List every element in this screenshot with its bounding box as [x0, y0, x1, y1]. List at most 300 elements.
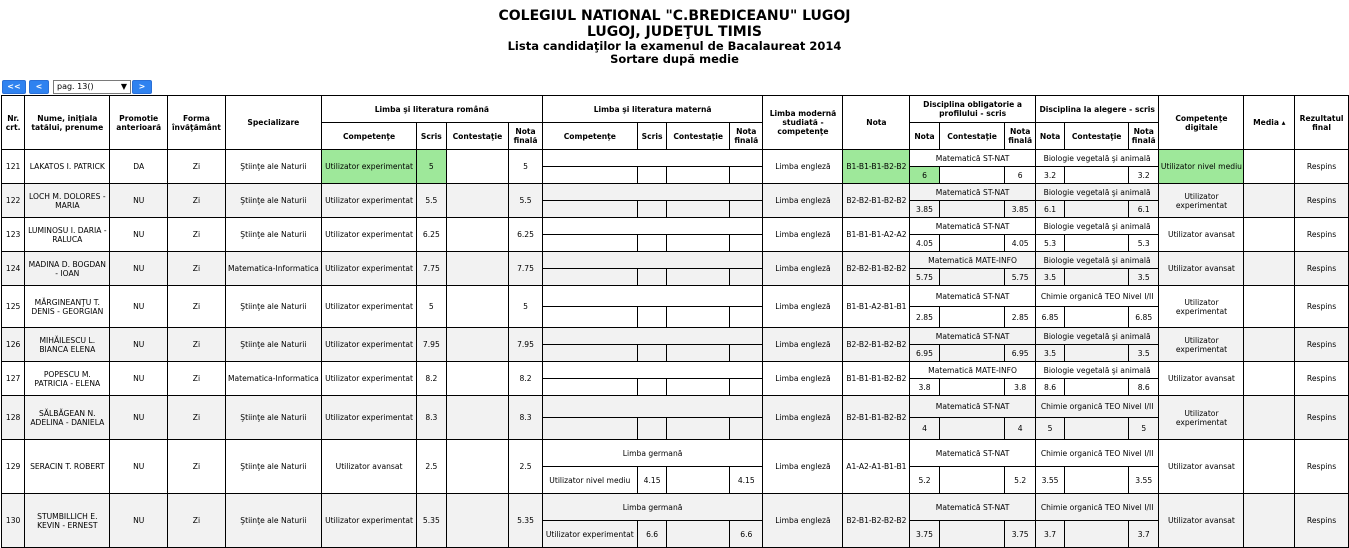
cell-name: MĂRGINEANŢU T. DENIS - GEORGIAN [25, 286, 110, 328]
cell-rom-scris: 7.75 [417, 252, 446, 286]
cell-ale-cont [1065, 467, 1129, 494]
cell-obl-nota: 6 [910, 167, 939, 184]
cell-rom-cont [446, 362, 509, 396]
cell-spec: Ştiinţe ale Naturii [225, 218, 321, 252]
cell-mat-scris: 6.6 [637, 521, 666, 548]
cell-forma: Zi [168, 328, 226, 362]
cell-ale-name: Biologie vegetală şi animală [1035, 218, 1159, 235]
cell-rom-cont [446, 252, 509, 286]
col-lmat-scris: Scris [637, 123, 666, 150]
lmat-header: Limba germană [542, 440, 763, 467]
cell-media [1244, 362, 1295, 396]
page-select[interactable] [53, 80, 131, 94]
cell-lmod: Limba engleză [763, 440, 843, 494]
cell-obl-fin: 3.8 [1005, 379, 1035, 396]
cell-obl-fin: 6 [1005, 167, 1035, 184]
cell-obl-name: Matematică ST-NAT [910, 150, 1036, 167]
cell-nota: B2-B2-B1-B2-B2 [843, 252, 910, 286]
cell-ale-fin: 8.6 [1129, 379, 1159, 396]
cell-name: SERACIN T. ROBERT [25, 440, 110, 494]
cell-forma: Zi [168, 184, 226, 218]
cell-obl-cont [939, 167, 1005, 184]
cell-rez: Respins [1295, 218, 1349, 252]
cell-nr: 126 [2, 328, 25, 362]
cell-ale-cont [1065, 307, 1129, 328]
cell-obl-name: Matematică ST-NAT [910, 218, 1036, 235]
col-specializare: Specializare [225, 96, 321, 150]
cell-obl-fin: 4.05 [1005, 235, 1035, 252]
cell-obl-nota: 5.2 [910, 467, 939, 494]
table-row [2, 440, 1349, 467]
cell-rom-comp: Utilizator experimentat [321, 218, 416, 252]
cell-mat-cont [667, 521, 730, 548]
cell-mat-fin [730, 345, 763, 362]
cell-rom-cont [446, 440, 509, 494]
list-title: Lista candidaţilor la examenul de Bacalaureat 2014 [507, 39, 842, 53]
cell-media [1244, 150, 1295, 184]
table-row [2, 252, 1349, 269]
cell-ale-fin: 3.2 [1129, 167, 1159, 184]
col-dobl-cont: Contestaţie [939, 123, 1005, 150]
col-forma: Forma învăţământ [168, 96, 226, 150]
cell-obl-cont [939, 235, 1005, 252]
cell-cdig: Utilizator avansat [1159, 218, 1244, 252]
col-dale-cont: Contestaţie [1065, 123, 1129, 150]
cell-media [1244, 252, 1295, 286]
cell-cdig: Utilizator experimentat [1159, 328, 1244, 362]
cell-rom-cont [446, 218, 509, 252]
cell-cdig: Utilizator avansat [1159, 252, 1244, 286]
cell-lmod: Limba engleză [763, 184, 843, 218]
cell-mat-comp [542, 418, 637, 440]
cell-rez: Respins [1295, 184, 1349, 218]
col-cdig: Competenţe digitale [1159, 96, 1244, 150]
table-row [2, 286, 1349, 307]
first-page-button[interactable]: << [2, 80, 26, 94]
cell-obl-cont [939, 379, 1005, 396]
cell-lmod: Limba engleză [763, 396, 843, 440]
cell-obl-name: Matematică MATE-INFO [910, 252, 1036, 269]
cell-nr: 125 [2, 286, 25, 328]
table-row [2, 328, 1349, 345]
col-lrom: Limba şi literatura română [321, 96, 542, 123]
cell-obl-nota: 6.95 [910, 345, 939, 362]
cell-rom-fin: 8.2 [509, 362, 542, 396]
cell-rom-scris: 5.5 [417, 184, 446, 218]
cell-rez: Respins [1295, 440, 1349, 494]
cell-cdig: Utilizator avansat [1159, 362, 1244, 396]
cell-mat-cont [667, 379, 730, 396]
cell-name: STUMBILLICH E. KEVIN - ERNEST [25, 494, 110, 548]
cell-lmod: Limba engleză [763, 286, 843, 328]
cell-obl-name: Matematică ST-NAT [910, 286, 1036, 307]
cell-prom: NU [110, 328, 168, 362]
cell-ale-nota: 5.3 [1035, 235, 1064, 252]
page-header [0, 8, 1349, 66]
cell-rom-comp: Utilizator avansat [321, 440, 416, 494]
cell-ale-name: Biologie vegetală şi animală [1035, 252, 1159, 269]
cell-name: MIHĂILESCU L. BIANCA ELENA [25, 328, 110, 362]
cell-rez: Respins [1295, 286, 1349, 328]
cell-prom: NU [110, 494, 168, 548]
cell-nr: 123 [2, 218, 25, 252]
cell-obl-cont [939, 467, 1005, 494]
cell-spec: Matematica-Informatica [225, 252, 321, 286]
cell-mat-comp [542, 379, 637, 396]
cell-name: LOCH M. DOLORES - MARIA [25, 184, 110, 218]
next-page-button[interactable]: > [132, 80, 152, 94]
cell-mat-cont [667, 345, 730, 362]
cell-media [1244, 218, 1295, 252]
col-lmat-comp: Competenţe [542, 123, 637, 150]
cell-ale-cont [1065, 418, 1129, 440]
col-rez: Rezultatul final [1295, 96, 1349, 150]
cell-ale-cont [1065, 379, 1129, 396]
cell-prom: NU [110, 184, 168, 218]
col-lmat-cont: Contestaţie [667, 123, 730, 150]
col-lrom-scris: Scris [417, 123, 446, 150]
cell-ale-fin: 5 [1129, 418, 1159, 440]
cell-ale-name: Biologie vegetală şi animală [1035, 362, 1159, 379]
cell-obl-nota: 4 [910, 418, 939, 440]
cell-obl-cont [939, 521, 1005, 548]
cell-mat-scris [637, 235, 666, 252]
cell-ale-nota: 3.5 [1035, 345, 1064, 362]
cell-ale-fin: 5.3 [1129, 235, 1159, 252]
cell-ale-nota: 8.6 [1035, 379, 1064, 396]
cell-cdig: Utilizator avansat [1159, 440, 1244, 494]
cell-lmod: Limba engleză [763, 362, 843, 396]
cell-obl-cont [939, 201, 1005, 218]
cell-nota: B1-B1-A2-B1-B1 [843, 286, 910, 328]
cell-name: LAKATOS I. PATRICK [25, 150, 110, 184]
cell-rom-fin: 5 [509, 286, 542, 328]
cell-nr: 127 [2, 362, 25, 396]
cell-ale-name: Chimie organică TEO Nivel I/II [1035, 494, 1159, 521]
table-row [2, 362, 1349, 379]
cell-mat-fin [730, 379, 763, 396]
cell-obl-name: Matematică ST-NAT [910, 184, 1036, 201]
cell-mat-cont [667, 269, 730, 286]
cell-media [1244, 286, 1295, 328]
cell-rom-fin: 5.5 [509, 184, 542, 218]
cell-mat-scris [637, 307, 666, 328]
cell-obl-nota: 2.85 [910, 307, 939, 328]
cell-obl-fin: 4 [1005, 418, 1035, 440]
cell-obl-nota: 4.05 [910, 235, 939, 252]
lmat-header [542, 184, 763, 201]
cell-nota: B2-B2-B1-B2-B2 [843, 328, 910, 362]
cell-mat-comp [542, 235, 637, 252]
cell-nota: B1-B1-B1-A2-A2 [843, 218, 910, 252]
cell-ale-nota: 3.5 [1035, 269, 1064, 286]
table-row [2, 184, 1349, 201]
table-row [2, 494, 1349, 521]
cell-mat-cont [667, 307, 730, 328]
cell-mat-comp: Utilizator experimentat [542, 521, 637, 548]
cell-rez: Respins [1295, 362, 1349, 396]
cell-rez: Respins [1295, 494, 1349, 548]
cell-mat-cont [667, 167, 730, 184]
sort-title: Sortare după medie [610, 52, 739, 66]
cell-ale-nota: 5 [1035, 418, 1064, 440]
cell-spec: Ştiinţe ale Naturii [225, 150, 321, 184]
cell-lmod: Limba engleză [763, 252, 843, 286]
cell-ale-name: Chimie organică TEO Nivel I/II [1035, 440, 1159, 467]
cell-spec: Ştiinţe ale Naturii [225, 328, 321, 362]
lmat-header [542, 252, 763, 269]
cell-rom-cont [446, 328, 509, 362]
cell-spec: Ştiinţe ale Naturii [225, 440, 321, 494]
cell-obl-fin: 3.85 [1005, 201, 1035, 218]
cell-nr: 128 [2, 396, 25, 440]
cell-obl-nota: 5.75 [910, 269, 939, 286]
cell-rom-scris: 6.25 [417, 218, 446, 252]
cell-cdig: Utilizator experimentat [1159, 184, 1244, 218]
cell-ale-cont [1065, 167, 1129, 184]
cell-spec: Ştiinţe ale Naturii [225, 494, 321, 548]
cell-nr: 122 [2, 184, 25, 218]
cell-nr: 130 [2, 494, 25, 548]
col-lrom-fin: Nota finală [509, 123, 542, 150]
table-row [2, 218, 1349, 235]
cell-ale-cont [1065, 201, 1129, 218]
cell-mat-fin [730, 235, 763, 252]
cell-mat-comp [542, 167, 637, 184]
col-nota: Nota [843, 96, 910, 150]
cell-rom-fin: 2.5 [509, 440, 542, 494]
cell-lmod: Limba engleză [763, 218, 843, 252]
cell-forma: Zi [168, 494, 226, 548]
cell-prom: NU [110, 252, 168, 286]
lmat-header [542, 328, 763, 345]
cell-rom-comp: Utilizator experimentat [321, 252, 416, 286]
lmat-header: Limba germană [542, 494, 763, 521]
cell-obl-fin: 3.75 [1005, 521, 1035, 548]
cell-nota: B2-B1-B1-B2-B2 [843, 396, 910, 440]
cell-rom-cont [446, 286, 509, 328]
col-lmat-fin: Nota finală [730, 123, 763, 150]
cell-forma: Zi [168, 362, 226, 396]
col-dale: Disciplina la alegere - scris [1035, 96, 1159, 123]
cell-mat-comp [542, 345, 637, 362]
cell-ale-nota: 6.1 [1035, 201, 1064, 218]
cell-rom-comp: Utilizator experimentat [321, 286, 416, 328]
cell-rom-comp: Utilizator experimentat [321, 494, 416, 548]
col-lmat: Limba şi literatura maternă [542, 96, 763, 123]
cell-mat-scris [637, 345, 666, 362]
cell-ale-fin: 3.5 [1129, 269, 1159, 286]
cell-rom-fin: 7.75 [509, 252, 542, 286]
cell-rom-comp: Utilizator experimentat [321, 328, 416, 362]
cell-nota: A1-A2-A1-B1-B1 [843, 440, 910, 494]
cell-mat-fin [730, 307, 763, 328]
col-media[interactable]: Media ▴ [1244, 96, 1295, 150]
cell-ale-nota: 3.55 [1035, 467, 1064, 494]
cell-mat-scris [637, 269, 666, 286]
cell-cdig: Utilizator nivel mediu [1159, 150, 1244, 184]
cell-obl-cont [939, 307, 1005, 328]
lmat-header [542, 396, 763, 418]
cell-rom-scris: 7.95 [417, 328, 446, 362]
cell-rez: Respins [1295, 252, 1349, 286]
cell-ale-fin: 6.85 [1129, 307, 1159, 328]
cell-mat-fin [730, 269, 763, 286]
cell-rom-scris: 8.2 [417, 362, 446, 396]
cell-nr: 121 [2, 150, 25, 184]
cell-obl-nota: 3.85 [910, 201, 939, 218]
cell-rez: Respins [1295, 150, 1349, 184]
cell-rom-comp: Utilizator experimentat [321, 396, 416, 440]
col-nr: Nr. crt. [2, 96, 25, 150]
cell-rom-comp: Utilizator experimentat [321, 362, 416, 396]
cell-ale-nota: 6.85 [1035, 307, 1064, 328]
cell-ale-name: Biologie vegetală şi animală [1035, 184, 1159, 201]
cell-rom-scris: 8.3 [417, 396, 446, 440]
cell-ale-cont [1065, 345, 1129, 362]
cell-nota: B2-B1-B2-B2-B2 [843, 494, 910, 548]
cell-obl-cont [939, 418, 1005, 440]
cell-ale-fin: 3.5 [1129, 345, 1159, 362]
lmat-header [542, 150, 763, 167]
lmat-header [542, 362, 763, 379]
cell-mat-fin: 4.15 [730, 467, 763, 494]
cell-rom-fin: 6.25 [509, 218, 542, 252]
cell-spec: Ştiinţe ale Naturii [225, 286, 321, 328]
cell-rez: Respins [1295, 396, 1349, 440]
col-dobl-fin: Nota finală [1005, 123, 1035, 150]
col-promotie: Promotie anterioară [110, 96, 168, 150]
lmat-header [542, 218, 763, 235]
cell-mat-fin [730, 201, 763, 218]
cell-obl-cont [939, 345, 1005, 362]
cell-forma: Zi [168, 150, 226, 184]
cell-obl-name: Matematică MATE-INFO [910, 362, 1036, 379]
cell-rom-fin: 7.95 [509, 328, 542, 362]
cell-lmod: Limba engleză [763, 150, 843, 184]
cell-name: POPESCU M. PATRICIA - ELENA [25, 362, 110, 396]
cell-ale-name: Chimie organică TEO Nivel I/II [1035, 396, 1159, 418]
cell-ale-fin: 6.1 [1129, 201, 1159, 218]
cell-lmod: Limba engleză [763, 494, 843, 548]
cell-spec: Ştiinţe ale Naturii [225, 184, 321, 218]
cell-mat-scris [637, 167, 666, 184]
school-title: COLEGIUL NATIONAL "C.BREDICEANU" LUGOJ [498, 8, 851, 24]
cell-obl-cont [939, 269, 1005, 286]
cell-media [1244, 396, 1295, 440]
cell-name: SĂLBĂGEAN N. ADELINA - DANIELA [25, 396, 110, 440]
cell-cdig: Utilizator experimentat [1159, 286, 1244, 328]
prev-page-button[interactable]: < [29, 80, 49, 94]
col-lrom-cont: Contestaţie [446, 123, 509, 150]
cell-rom-fin: 5 [509, 150, 542, 184]
cell-mat-scris [637, 418, 666, 440]
cell-mat-cont [667, 418, 730, 440]
cell-mat-scris [637, 201, 666, 218]
cell-prom: NU [110, 440, 168, 494]
cell-obl-name: Matematică ST-NAT [910, 328, 1036, 345]
cell-rom-fin: 5.35 [509, 494, 542, 548]
cell-rom-scris: 2.5 [417, 440, 446, 494]
cell-cdig: Utilizator experimentat [1159, 396, 1244, 440]
cell-ale-nota: 3.2 [1035, 167, 1064, 184]
cell-prom: NU [110, 218, 168, 252]
lmat-header [542, 286, 763, 307]
col-dobl-nota: Nota [910, 123, 939, 150]
cell-obl-name: Matematică ST-NAT [910, 494, 1036, 521]
cell-mat-comp [542, 269, 637, 286]
cell-ale-cont [1065, 269, 1129, 286]
cell-mat-comp: Utilizator nivel mediu [542, 467, 637, 494]
cell-prom: NU [110, 362, 168, 396]
cell-forma: Zi [168, 286, 226, 328]
col-nume[interactable]: Nume, iniţiala tatălui, prenume [25, 96, 110, 150]
cell-obl-fin: 6.95 [1005, 345, 1035, 362]
cell-rom-scris: 5.35 [417, 494, 446, 548]
cell-rom-cont [446, 494, 509, 548]
cell-obl-fin: 5.75 [1005, 269, 1035, 286]
cell-obl-nota: 3.75 [910, 521, 939, 548]
cell-obl-name: Matematică ST-NAT [910, 396, 1036, 418]
cell-ale-name: Biologie vegetală şi animală [1035, 328, 1159, 345]
cell-ale-fin: 3.7 [1129, 521, 1159, 548]
cell-mat-scris [637, 379, 666, 396]
cell-rom-scris: 5 [417, 150, 446, 184]
results-table [1, 95, 1349, 548]
cell-forma: Zi [168, 218, 226, 252]
cell-rom-fin: 8.3 [509, 396, 542, 440]
cell-lmod: Limba engleză [763, 328, 843, 362]
table-row [2, 150, 1349, 167]
cell-nr: 124 [2, 252, 25, 286]
cell-forma: Zi [168, 252, 226, 286]
cell-rom-cont [446, 396, 509, 440]
cell-cdig: Utilizator avansat [1159, 494, 1244, 548]
town-title: LUGOJ, JUDEŢUL TIMIS [586, 24, 763, 40]
cell-forma: Zi [168, 396, 226, 440]
page-select-value: pag. 13() [57, 82, 94, 91]
cell-mat-comp [542, 307, 637, 328]
cell-mat-fin [730, 167, 763, 184]
col-dale-fin: Nota finală [1129, 123, 1159, 150]
cell-rez: Respins [1295, 328, 1349, 362]
cell-ale-nota: 3.7 [1035, 521, 1064, 548]
cell-mat-fin: 6.6 [730, 521, 763, 548]
cell-mat-cont [667, 235, 730, 252]
col-dobl: Disciplina obligatorie a profilului - scris [910, 96, 1036, 123]
col-dale-nota: Nota [1035, 123, 1064, 150]
cell-prom: DA [110, 150, 168, 184]
cell-media [1244, 440, 1295, 494]
cell-ale-fin: 3.55 [1129, 467, 1159, 494]
cell-obl-name: Matematică ST-NAT [910, 440, 1036, 467]
cell-spec: Matematica-Informatica [225, 362, 321, 396]
cell-mat-scris: 4.15 [637, 467, 666, 494]
cell-ale-name: Chimie organică TEO Nivel I/II [1035, 286, 1159, 307]
col-lrom-comp: Competenţe [321, 123, 416, 150]
cell-rom-scris: 5 [417, 286, 446, 328]
cell-prom: NU [110, 396, 168, 440]
cell-rom-cont [446, 184, 509, 218]
cell-mat-cont [667, 201, 730, 218]
cell-prom: NU [110, 286, 168, 328]
cell-mat-comp [542, 201, 637, 218]
cell-nota: B1-B1-B1-B2-B2 [843, 150, 910, 184]
cell-media [1244, 184, 1295, 218]
cell-media [1244, 494, 1295, 548]
cell-media [1244, 328, 1295, 362]
dropdown-arrow-icon: ▼ [120, 82, 127, 91]
